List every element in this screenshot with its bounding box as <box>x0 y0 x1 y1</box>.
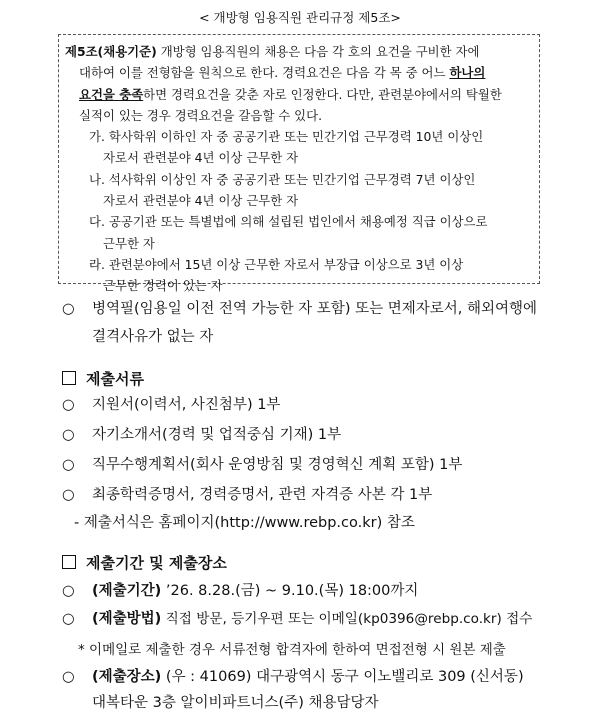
bullet-icon: ○ <box>62 397 75 413</box>
doc-item-1: ○ 지원서(이력서, 사진첨부) 1부 <box>62 392 280 418</box>
bullet-icon: ○ <box>62 427 75 443</box>
bullet-icon: ○ <box>62 583 75 599</box>
article-line-4: 실적이 있는 경우 경력요건을 갈음할 수 있다. <box>79 107 323 123</box>
article-text: 개방형 임용직원의 채용은 다음 각 호의 요건을 구비한 자에 <box>156 44 480 59</box>
military-item <box>62 296 537 322</box>
bullet-icon: ○ <box>62 301 75 317</box>
clause-ra: 라. 관련분야에서 15년 이상 근무한 자로서 부장급 이상으로 3년 이상 <box>89 256 464 272</box>
bullet-icon: ○ <box>62 487 75 503</box>
submission-heading: 제출기간 및 제출장소 <box>62 552 227 573</box>
method-label: (제출방법) <box>92 611 162 627</box>
article-line-1 <box>65 41 533 62</box>
bullet-icon: ○ <box>62 611 75 627</box>
article-heading: 제5조(채용기준) <box>65 44 157 59</box>
clause-na: 나. 석사학위 이상인 자 중 공공기관 또는 민간기업 근무경력 7년 이상인 <box>89 171 476 187</box>
method-value: 직접 방문, 등기우편 또는 이메일(kp0396@rebp.co.kr) 접수 <box>161 611 533 627</box>
place-value: (우 : 41069) 대구광역시 동구 이노밸리로 309 (신서동) <box>161 669 524 685</box>
place-label: (제출장소) <box>92 669 162 685</box>
article-line-3 <box>65 84 533 105</box>
doc-item-3: ○ 직무수행계획서(회사 운영방침 및 경영혁신 계획 포함) 1부 <box>62 452 462 478</box>
bullet-icon: ○ <box>62 457 75 473</box>
period-item <box>62 578 418 604</box>
clause-da: 다. 공공기관 또는 특별법에 의해 설립된 법인에서 채용예정 직급 이상으로 <box>89 214 488 230</box>
place-item <box>62 664 524 690</box>
period-label: (제출기간) <box>92 583 162 599</box>
clause-ra-cont: 근무한 경력이 있는 자 <box>103 278 223 294</box>
military-text: 병역필(임용일 이전 전역 가능한 자 포함) 또는 면제자로서, 해외여행에 <box>92 301 537 317</box>
bullet-icon: ○ <box>62 669 75 685</box>
period-value: ’26. 8.28.(금) ~ 9.10.(목) 18:00까지 <box>161 583 419 599</box>
underlined-text: 하나의 <box>449 65 486 81</box>
clause-ga-cont: 자로서 관련분야 4년 이상 근무한 자 <box>103 150 299 166</box>
documents-heading: 제출서류 <box>62 368 144 389</box>
military-item-cont: 결격사유가 없는 자 <box>92 329 214 345</box>
clause-na-cont: 자로서 관련분야 4년 이상 근무한 자 <box>103 193 299 209</box>
article-text: 하면 경력요건을 갖춘 자로 인정한다. 다만, 관련분야에서의 탁월한 <box>143 86 502 102</box>
documents-note: - 제출서식은 홈페이지(http://www.rebp.co.kr) 참조 <box>74 515 415 531</box>
article-text: 대하여 이를 전형함을 원칙으로 한다. 경력요건은 다음 각 목 중 어느 <box>79 65 450 81</box>
article-line-2 <box>65 62 533 83</box>
underlined-text: 요건을 충족 <box>79 86 144 102</box>
method-note: * 이메일로 제출한 경우 서류전형 합격자에 한하여 면접전형 시 원본 제출 <box>78 642 506 658</box>
regulation-title: < 개방형 임용직원 관리규정 제5조> <box>199 10 401 25</box>
clause-ga: 가. 학사학위 이하인 자 중 공공기관 또는 민간기업 근무경력 10년 이상인 <box>89 129 484 145</box>
regulation-box <box>58 34 540 294</box>
doc-item-2: ○ 자기소개서(경력 및 업적중심 기재) 1부 <box>62 422 341 448</box>
method-item <box>62 606 532 632</box>
checkbox-square-icon <box>62 371 76 385</box>
checkbox-square-icon <box>62 555 76 569</box>
doc-item-4: ○ 최종학력증명서, 경력증명서, 관련 자격증 사본 각 1부 <box>62 482 432 508</box>
clause-da-cont: 근무한 자 <box>103 235 155 251</box>
place-item-cont: 대복타운 3층 알이비파트너스(주) 채용담당자 <box>92 695 379 711</box>
